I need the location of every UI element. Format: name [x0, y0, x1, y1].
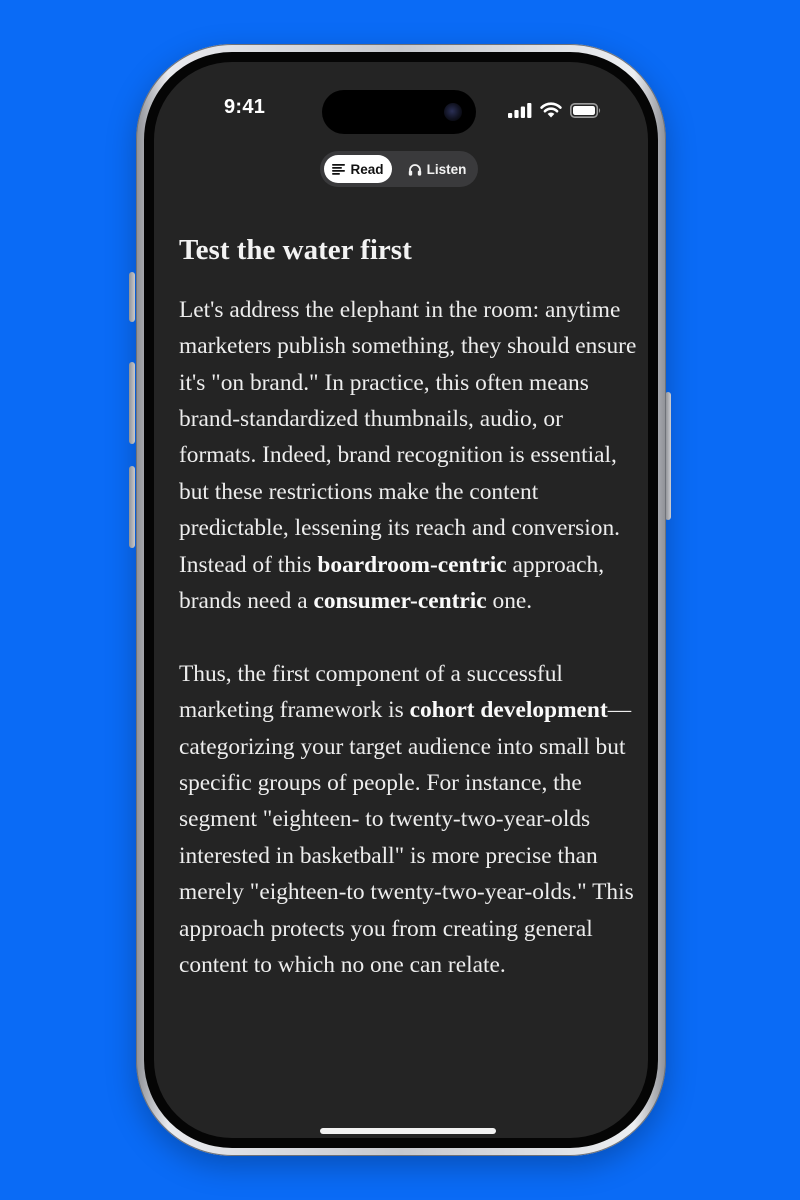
- article-body: [179, 233, 644, 1020]
- read-tab[interactable]: [324, 155, 392, 183]
- action-button: [129, 272, 135, 322]
- home-indicator[interactable]: [320, 1128, 496, 1134]
- cellular-signal-icon: [508, 103, 532, 118]
- article-title: Test the water first: [179, 234, 412, 266]
- bold-phrase: cohort development: [409, 697, 608, 724]
- read-tab-label: Read: [350, 161, 384, 177]
- volume-down-button: [129, 466, 135, 548]
- phone-screen: [154, 62, 648, 1138]
- wifi-icon: [540, 102, 562, 118]
- paragraph-text: one.: [486, 588, 533, 615]
- bold-phrase: consumer-centric: [313, 588, 487, 615]
- paragraph-text: Thus, the first component of a successful marketing framework is: [179, 660, 563, 724]
- paragraph-text: Let's address the elephant in the room: anytime marketers publish something, they should ensure it's "on brand." In practice, this often means brand-standardized thumbnails, audio, or formats. Indeed, brand recognition is essential, but these restrictions make the content predictable, lessening its reach and conversion. Instead of this: [179, 296, 637, 578]
- paragraph-text: approach, brands need a: [179, 551, 605, 615]
- listen-tab-label: Listen: [426, 161, 467, 177]
- listen-tab[interactable]: [400, 155, 474, 183]
- text-lines-icon: [332, 164, 345, 175]
- battery-icon: [570, 103, 602, 118]
- volume-up-button: [129, 362, 135, 444]
- article-paragraph-2: [179, 656, 644, 984]
- status-time: 9:41: [224, 96, 266, 118]
- paragraph-text: —categorizing your target audience into small but specific groups of people. For instance, the segment "eighteen- to twenty-two-year-olds interested in basketball" is more precise than merely "eighteen-to twenty-two-year-olds." This approach protects you from creating general content to which no one can relate.: [179, 697, 634, 979]
- phone-bezel: [144, 52, 658, 1148]
- article-paragraph-1: [179, 292, 644, 620]
- bold-phrase: boardroom-centric: [317, 551, 507, 578]
- read-listen-toggle: [320, 151, 478, 187]
- dynamic-island: [322, 90, 476, 134]
- status-icons: [508, 102, 602, 118]
- front-camera-icon: [444, 103, 462, 121]
- headphones-icon: [408, 163, 422, 176]
- phone-frame: [136, 44, 666, 1156]
